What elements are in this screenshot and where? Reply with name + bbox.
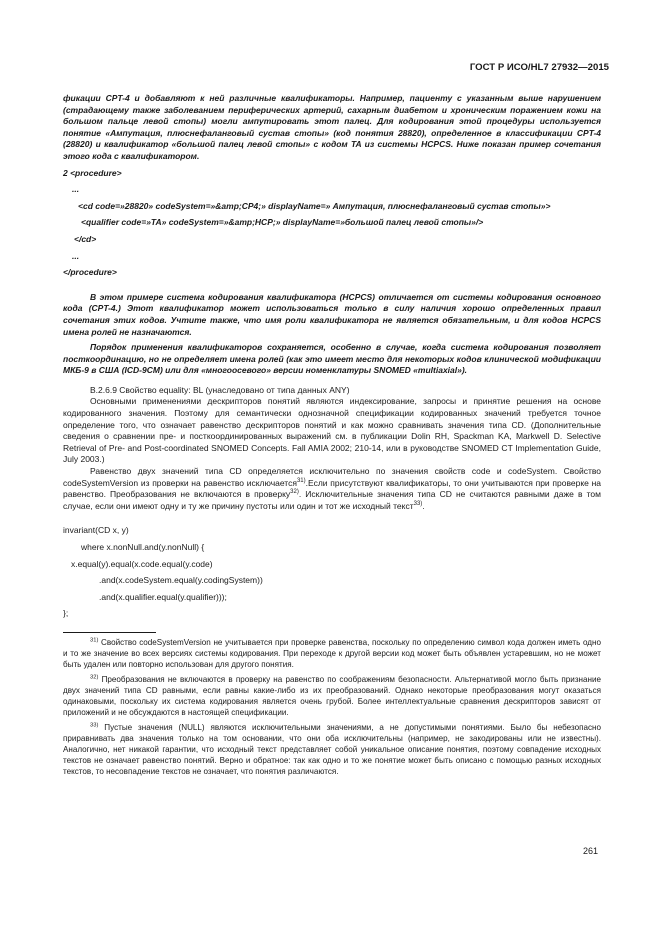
- code-line: .and(x.qualifier.equal(y.qualifier)));: [99, 591, 227, 602]
- explanation-paragraph: В этом примере система кодирования квалификатора (HCPCS) отличается от системы кодирования основного кода (CPT-4.) Этот квалификатор может использоваться только в силу наличия хорошо определенных правил сочетания этих кодов. Учтите также, что имя роли квалификатора не является обязательным, и для кодов HCPCS имена ролей не назначаются.: [63, 291, 601, 337]
- paragraph-text: . Исключительные значения типа CD не считаются равными даже в том случае, если они имеют одну и ту же причину пустоты или один и тот же исходный текст: [63, 489, 602, 511]
- code-line: <cd code=»28820» codeSystem=»&amp;CP4;» displayName=» Ампутация, плюснефаланговый сустав стопы»>: [78, 200, 551, 211]
- footnote-reference: 33): [413, 500, 423, 507]
- footnote-text: Свойство codeSystemVersion не учитывается при проверке равенства, поскольку по определению символ кода должен иметь одно и то же значение во всех версиях системы кодирования. При переходе к другой версии код может быть объявлен устаревшим, но не может быть удален или повторно использован для другого понятия.: [63, 637, 601, 669]
- footnote-number: 32): [90, 674, 99, 681]
- section-paragraph: [63, 466, 601, 512]
- code-line: ...: [72, 250, 80, 261]
- footnote: [63, 722, 601, 777]
- page-header-standard: ГОСТ Р ИСО/HL7 27932—2015: [469, 62, 609, 73]
- page-content: [63, 93, 601, 778]
- intro-paragraph: фикации CPT-4 и добавляют к ней различные квалификаторы. Например, пациенту с указанным выше нарушением (страдающему также заболеванием периферических артерий, сахарным диабетом и хроническим поражением кожи на большом пальце левой стопы) могли ампутировать этот палец. Для кодирования этой процедуры используется понятие «Ампутация, плюснефаланговый сустав стопы» (код понятия 28820), определенное в классификации CPT-4 (28820) и квалификатор «большой палец левой стопы» с кодом TA из системы HCPCS. Ниже показан пример сочетания этого кода с квалификатором.: [63, 93, 601, 161]
- code-line: 2 <procedure>: [63, 167, 122, 178]
- section-heading: B.2.6.9 Свойство equality: BL (унаследовано от типа данных ANY): [90, 384, 350, 395]
- paragraph-text: Равенство двух значений типа CD определяется исключительно по значения свойств code и codeSystem. Свойство codeSystemVersion из проверки на равенство исключается: [63, 466, 601, 488]
- footnotes: [63, 637, 601, 777]
- code-line: <qualifier code=»TA» codeSystem=»&amp;HCP;» displayName=»большой палец левой стопы»/>: [81, 217, 484, 228]
- footnote-separator: [63, 632, 156, 633]
- footnote-number: 31): [90, 637, 99, 644]
- footnote-text: Пустые значения (NULL) являются исключительными значениями, а не допустимыми понятиями. Было бы небезопасно приравнивать два значения только на том основании, что они оба исключительны (например, не закодированы или не известны). Аналогично, нет никакой гарантии, что исходный текст представляет собой уникальное описание понятия, поэтому совпадение исходных текстов не означает равенство понятий. Верно и обратное: так как одно и то же понятие может быть описано с помощью разных исходных текстов, то несовпадение текстов не означает, что понятия различаются.: [63, 722, 601, 776]
- page-number: 261: [582, 846, 598, 856]
- code-line: };: [63, 608, 69, 619]
- footnote-text: Преобразования не включаются в проверку на равенство по соображениям безопасности. Альтернативой могло быть признание двух значений типа CD равными, если равны какие-либо из их преобразований. Однако некоторые преобразования могут оказаться одинаковыми, поскольку их система кодирования является очень грубой. Более интеллектуальные сравнения дескрипторов зависят от приложений и не обсуждаются в настоящей спецификации.: [63, 674, 601, 717]
- code-line: </cd>: [74, 233, 97, 244]
- code-line: ...: [72, 184, 80, 195]
- code-line: .and(x.codeSystem.equal(y.codingSystem)): [99, 575, 263, 586]
- code-line: where x.nonNull.and(y.nonNull) {: [81, 542, 205, 552]
- footnote-number: 33): [90, 722, 99, 729]
- code-line: invariant(CD x, y): [63, 525, 129, 536]
- footnote-reference: 32): [290, 489, 299, 496]
- paragraph-text: .Если присутствуют квалификаторы, то они учитываются при проверке на равенство. Преобразования не включаются в проверку: [63, 477, 601, 500]
- code-line: </procedure>: [63, 267, 117, 278]
- invariant-code-block: [63, 525, 601, 620]
- footnote: [63, 674, 601, 718]
- section-paragraph: Основными применениями дескрипторов понятий являются индексирование, запросы и принятие решения на основе кодированного значения. Поэтому для семантически однозначной спецификации кодированных значений требуется точное определение того, что означает равенство дескрипторов понятий и как можно сравнивать значения типа CD. (Дополнительные сведения о сравнении пре- и посткоординированных выражений см. в публикации Dolin RH, Spackman KA, Markwell D. Selective Retrieval of Pre- and Post-coordinated SNOMED Concepts. Fall AMIA 2002; 210-14, или в руководстве SNOMED CT Implementation Guide, July 2003.): [63, 396, 601, 465]
- code-line: x.equal(y).equal(x.code.equal(y.code): [71, 558, 213, 569]
- procedure-code-example: [63, 168, 601, 279]
- paragraph-text: .: [422, 500, 425, 511]
- footnote: [63, 637, 601, 670]
- footnote-reference: 31): [296, 477, 306, 484]
- explanation-paragraph: Порядок применения квалификаторов сохраняется, особенно в случае, когда система кодирования позволяет посткоординацию, но не определяет имена ролей (как это имеет место для некоторых кодов клинической модификации МКБ-9 в США (ICD-9CM) или для «многоосевого» версии номенклатуры SNOMED «multiaxial»).: [63, 342, 601, 376]
